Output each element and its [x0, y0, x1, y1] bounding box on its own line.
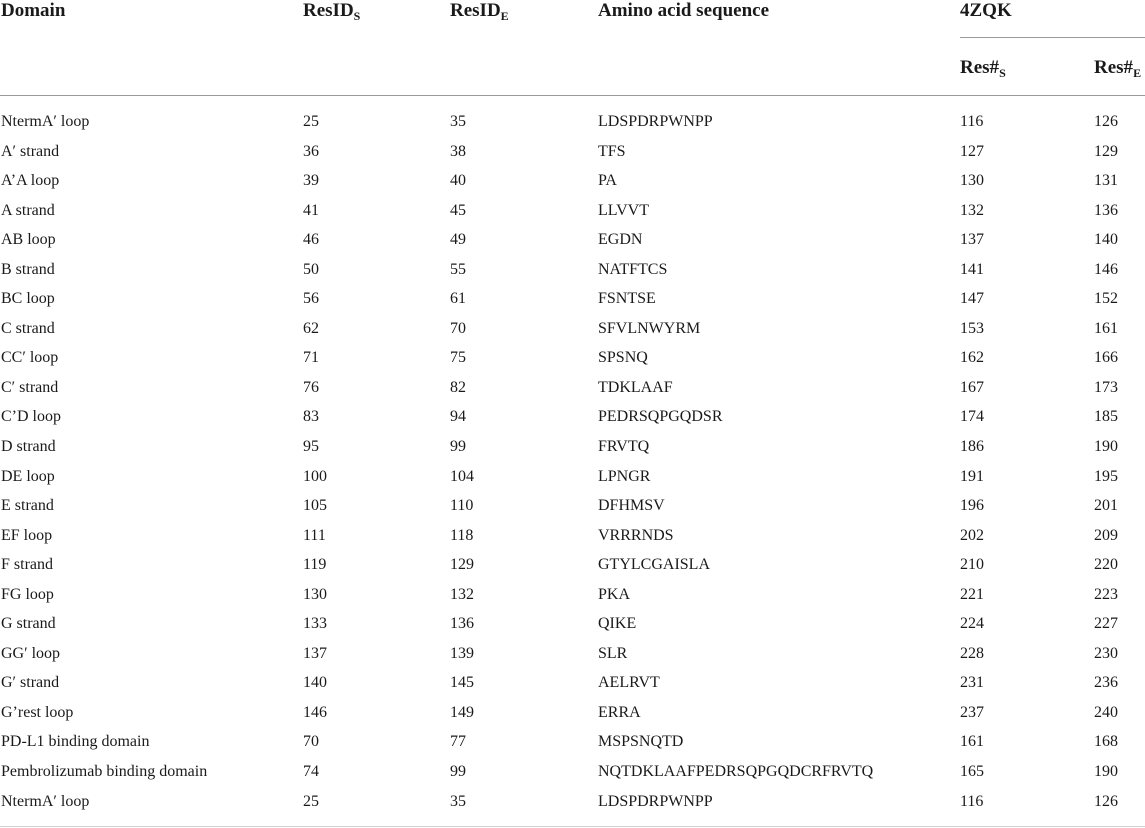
cell-res-s: 231 — [960, 674, 984, 692]
cell-resid-s: 95 — [303, 438, 319, 456]
cell-res-e: 201 — [1094, 497, 1118, 515]
cell-domain: F strand — [1, 556, 53, 574]
cell-res-s: 167 — [960, 378, 984, 396]
header-domain-label: Domain — [1, 0, 66, 21]
cell-resid-e: 49 — [450, 231, 466, 249]
cell-resid-s: 25 — [303, 792, 319, 810]
cell-domain: GG′ loop — [1, 644, 61, 662]
table-row — [0, 166, 1145, 196]
cell-res-e: 220 — [1094, 556, 1118, 574]
cell-resid-s: 46 — [303, 231, 319, 249]
cell-res-s: 174 — [960, 408, 984, 426]
table-row — [0, 550, 1145, 580]
cell-resid-e: 149 — [450, 703, 474, 721]
cell-sequence: MSPSNQTD — [598, 733, 684, 751]
cell-res-s: 116 — [960, 113, 984, 130]
cell-res-e: 209 — [1094, 526, 1118, 544]
cell-res-e: 136 — [1094, 201, 1118, 219]
cell-domain: C strand — [1, 319, 55, 337]
cell-sequence: QIKE — [598, 615, 637, 633]
cell-resid-e: 70 — [450, 319, 466, 337]
cell-res-s: 237 — [960, 703, 984, 721]
table-body — [0, 107, 1145, 816]
cell-res-e: 236 — [1094, 674, 1118, 692]
cell-domain: A strand — [1, 201, 55, 219]
cell-resid-s: 146 — [303, 703, 327, 721]
cell-res-e: 240 — [1094, 703, 1118, 721]
cell-resid-e: 99 — [450, 438, 466, 456]
cell-res-e: 152 — [1094, 290, 1118, 308]
cell-res-s: 132 — [960, 201, 984, 219]
cell-res-e: 195 — [1094, 467, 1118, 485]
cell-res-e: 190 — [1094, 763, 1118, 781]
cell-sequence: GTYLCGAISLA — [598, 556, 710, 574]
cell-domain: B strand — [1, 260, 55, 278]
cell-resid-e: 77 — [450, 733, 466, 751]
cell-res-e: 185 — [1094, 408, 1118, 426]
cell-res-s: 161 — [960, 733, 984, 751]
table-row — [0, 727, 1145, 757]
cell-resid-e: 136 — [450, 615, 474, 633]
cell-domain: BC loop — [1, 290, 55, 308]
header-res-s-sub: S — [999, 66, 1006, 80]
table-row — [0, 107, 1145, 137]
cell-resid-s: 111 — [303, 526, 326, 544]
table-row — [0, 255, 1145, 285]
cell-res-s: 165 — [960, 763, 984, 781]
table-row — [0, 373, 1145, 403]
cell-sequence: FRVTQ — [598, 438, 650, 456]
table-row — [0, 580, 1145, 610]
cell-res-e: 168 — [1094, 733, 1118, 751]
cell-res-e: 230 — [1094, 644, 1118, 662]
cell-resid-e: 132 — [450, 585, 474, 603]
cell-resid-s: 137 — [303, 644, 327, 662]
cell-res-s: 196 — [960, 497, 984, 515]
header-rule — [0, 95, 1145, 96]
cell-resid-e: 145 — [450, 674, 474, 692]
cell-resid-e: 118 — [450, 526, 474, 544]
cell-resid-e: 110 — [450, 497, 474, 515]
cell-sequence: PKA — [598, 585, 631, 603]
cell-resid-s: 74 — [303, 763, 319, 781]
table-row — [0, 402, 1145, 432]
cell-res-e: 146 — [1094, 260, 1118, 278]
cell-sequence: TFS — [598, 142, 626, 160]
header-group-label: 4ZQK — [960, 0, 1012, 21]
cell-res-e: 126 — [1094, 792, 1118, 810]
cell-resid-e: 55 — [450, 260, 466, 278]
cell-sequence: SLR — [598, 644, 628, 662]
table-row — [0, 284, 1145, 314]
table-row — [0, 757, 1145, 787]
cell-sequence: DFHMSV — [598, 497, 665, 515]
cell-domain: C′ strand — [1, 378, 59, 396]
header-resid-e — [450, 0, 509, 22]
cell-sequence: PEDRSQPGQDSR — [598, 408, 723, 426]
header-res-e-base: Res# — [1094, 57, 1134, 78]
cell-resid-e: 35 — [450, 792, 466, 810]
cell-resid-s: 50 — [303, 260, 319, 278]
cell-res-s: 210 — [960, 556, 984, 574]
header-resid-e-sub: E — [500, 9, 509, 23]
cell-resid-e: 94 — [450, 408, 466, 426]
cell-resid-s: 25 — [303, 113, 319, 130]
cell-sequence: SFVLNWYRM — [598, 319, 701, 337]
cell-resid-s: 133 — [303, 615, 327, 633]
header-resid-e-base: ResID — [450, 0, 501, 21]
cell-domain: Pembrolizumab binding domain — [1, 763, 208, 781]
cell-resid-s: 56 — [303, 290, 319, 308]
header-res-s — [960, 57, 1006, 79]
cell-sequence: SPSNQ — [598, 349, 648, 367]
cell-sequence: EGDN — [598, 231, 643, 249]
cell-res-e: 190 — [1094, 438, 1118, 456]
cell-resid-e: 75 — [450, 349, 466, 367]
table-row — [0, 343, 1145, 373]
cell-res-s: 221 — [960, 585, 984, 603]
cell-resid-e: 139 — [450, 644, 474, 662]
cell-sequence: LPNGR — [598, 467, 651, 485]
header-resid-s-sub: S — [353, 9, 361, 23]
cell-domain: A′ strand — [1, 142, 60, 160]
cell-domain: NtermA′ loop — [1, 792, 90, 810]
cell-domain: DE loop — [1, 467, 55, 485]
cell-res-s: 153 — [960, 319, 984, 337]
header-res-e — [1094, 57, 1141, 79]
group-rule — [960, 37, 1145, 38]
cell-resid-s: 83 — [303, 408, 319, 426]
cell-resid-e: 104 — [450, 467, 474, 485]
cell-sequence: PA — [598, 172, 617, 190]
cell-resid-e: 45 — [450, 201, 466, 219]
cell-res-s: 224 — [960, 615, 984, 633]
cell-resid-e: 99 — [450, 763, 466, 781]
cell-res-e: 161 — [1094, 319, 1118, 337]
table-row — [0, 491, 1145, 521]
cell-res-s: 130 — [960, 172, 984, 190]
cell-res-e: 173 — [1094, 378, 1118, 396]
cell-domain: C’D loop — [1, 408, 61, 426]
header-res-s-base: Res# — [960, 57, 1000, 78]
cell-res-e: 129 — [1094, 142, 1118, 160]
cell-domain: EF loop — [1, 526, 53, 544]
cell-sequence: FSNTSE — [598, 290, 656, 308]
cell-res-e: 166 — [1094, 349, 1118, 367]
cell-resid-e: 35 — [450, 113, 466, 130]
cell-domain: NtermA′ loop — [1, 113, 90, 130]
header-domain — [1, 0, 65, 22]
table-row — [0, 639, 1145, 669]
cell-res-s: 228 — [960, 644, 984, 662]
table-row — [0, 521, 1145, 551]
table-row — [0, 609, 1145, 639]
cell-sequence: VRRRNDS — [598, 526, 674, 544]
cell-domain: G’rest loop — [1, 703, 74, 721]
cell-resid-s: 39 — [303, 172, 319, 190]
cell-resid-s: 41 — [303, 201, 319, 219]
cell-sequence: NQTDKLAAFPEDRSQPGQDCRFRVTQ — [598, 763, 874, 781]
cell-sequence: TDKLAAF — [598, 378, 673, 396]
header-resid-s-base: ResID — [303, 0, 354, 21]
cell-domain: A’A loop — [1, 172, 60, 190]
cell-domain: AB loop — [1, 231, 56, 249]
cell-resid-s: 105 — [303, 497, 327, 515]
cell-domain: CC′ loop — [1, 349, 59, 367]
cell-resid-s: 140 — [303, 674, 327, 692]
cell-res-e: 126 — [1094, 113, 1118, 130]
cell-res-s: 186 — [960, 438, 984, 456]
cell-domain: FG loop — [1, 585, 54, 603]
cell-resid-e: 38 — [450, 142, 466, 160]
cell-resid-s: 71 — [303, 349, 319, 367]
cell-res-e: 140 — [1094, 231, 1118, 249]
table-row — [0, 698, 1145, 728]
cell-res-s: 147 — [960, 290, 984, 308]
cell-res-s: 127 — [960, 142, 984, 160]
cell-res-s: 202 — [960, 526, 984, 544]
cell-res-s: 116 — [960, 792, 984, 810]
cell-sequence: ERRA — [598, 703, 641, 721]
cell-resid-s: 62 — [303, 319, 319, 337]
header-res-e-sub: E — [1133, 66, 1142, 80]
table-row — [0, 314, 1145, 344]
cell-resid-e: 40 — [450, 172, 466, 190]
cell-res-s: 162 — [960, 349, 984, 367]
cell-res-s: 191 — [960, 467, 984, 485]
cell-resid-e: 82 — [450, 378, 466, 396]
cell-res-e: 131 — [1094, 172, 1118, 190]
table-row — [0, 196, 1145, 226]
cell-resid-e: 61 — [450, 290, 466, 308]
table-row — [0, 432, 1145, 462]
cell-sequence: LDSPDRPWNPP — [598, 792, 713, 810]
cell-domain: D strand — [1, 438, 56, 456]
cell-resid-s: 100 — [303, 467, 327, 485]
cell-resid-s: 70 — [303, 733, 319, 751]
table-row — [0, 462, 1145, 492]
cell-res-e: 227 — [1094, 615, 1118, 633]
table-row — [0, 668, 1145, 698]
header-resid-s — [303, 0, 360, 22]
cell-domain: PD-L1 binding domain — [1, 733, 150, 751]
cell-sequence: AELRVT — [598, 674, 660, 692]
cell-resid-s: 119 — [303, 556, 327, 574]
table-row — [0, 137, 1145, 167]
cell-domain: E strand — [1, 497, 54, 515]
cell-sequence: NATFTCS — [598, 260, 668, 278]
table-row — [0, 225, 1145, 255]
cell-res-e: 223 — [1094, 585, 1118, 603]
header-group-4zqk — [960, 0, 1012, 22]
bottom-rule — [0, 826, 1145, 827]
cell-resid-s: 36 — [303, 142, 319, 160]
cell-domain: G′ strand — [1, 674, 60, 692]
header-sequence — [598, 0, 769, 22]
table-row — [0, 787, 1145, 817]
cell-sequence: LLVVT — [598, 201, 649, 219]
cell-resid-s: 76 — [303, 378, 319, 396]
cell-resid-e: 129 — [450, 556, 474, 574]
cell-res-s: 141 — [960, 260, 984, 278]
cell-res-s: 137 — [960, 231, 984, 249]
cell-resid-s: 130 — [303, 585, 327, 603]
cell-domain: G strand — [1, 615, 56, 633]
header-sequence-label: Amino acid sequence — [598, 0, 769, 21]
cell-sequence: LDSPDRPWNPP — [598, 113, 713, 130]
